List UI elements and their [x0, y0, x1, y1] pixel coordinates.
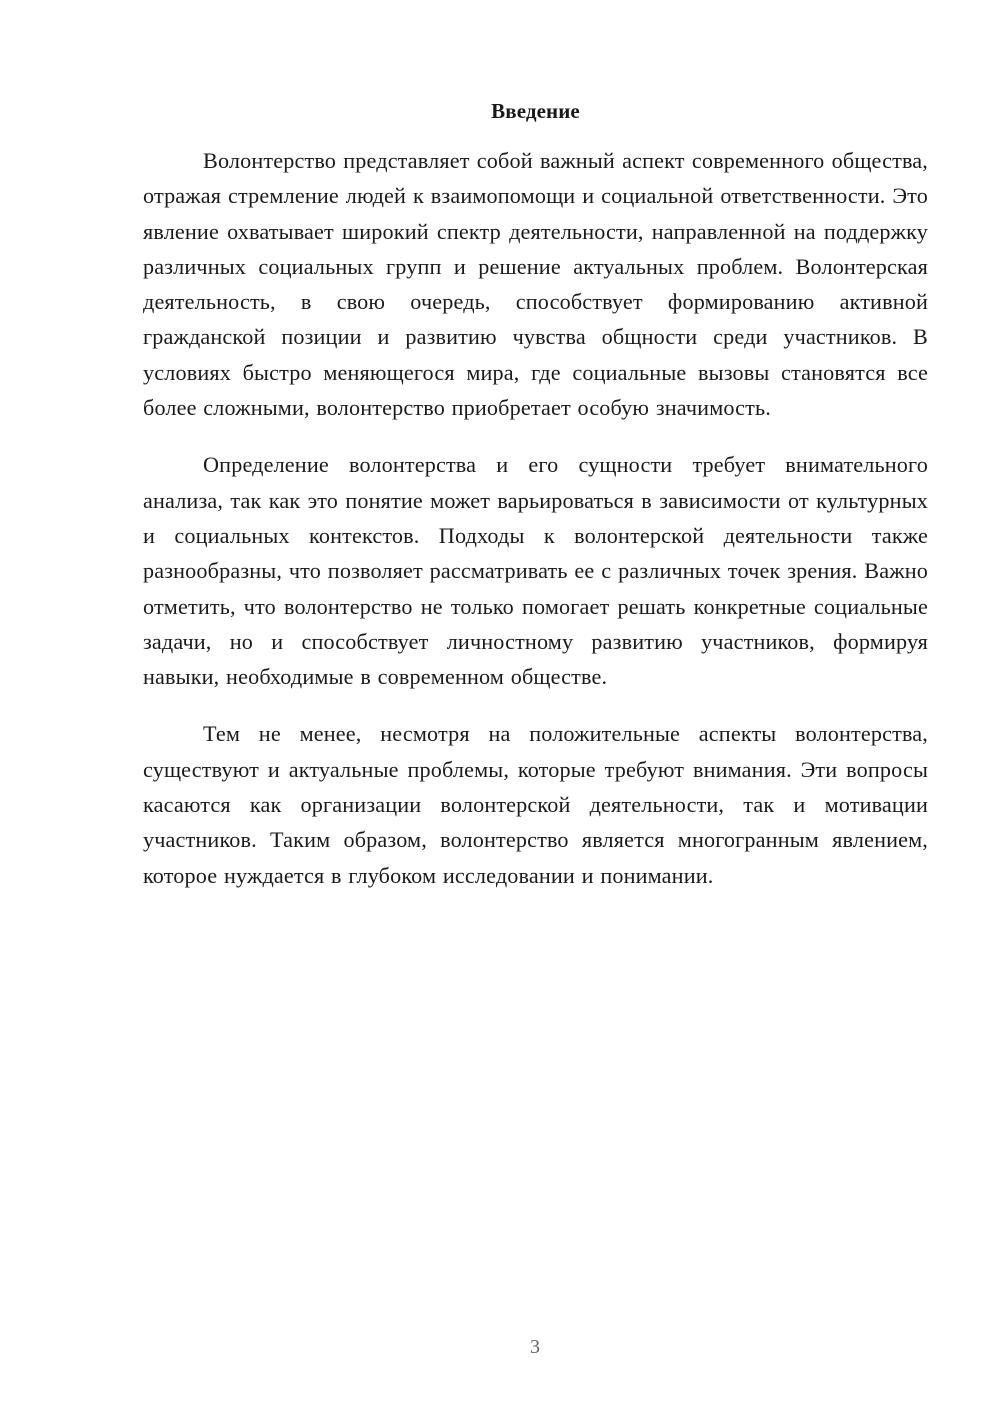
- paragraph-2: Определение волонтерства и его сущности требует внимательного анализа, так как это понятие может варьироваться в зависимости от культурных и социальных контекстов. Подходы к волонтерской деятельности также разнообразны, что позволяет рассматривать ее с различных точек зрения. Важно отметить, что волонтерство не только помогает решать конкретные социальные задачи, но и способствует личностному развитию участников, формируя навыки, необходимые в современном обществе.: [143, 452, 928, 690]
- body-text: [143, 143, 928, 915]
- section-title: Введение: [491, 99, 580, 123]
- paragraph-3: Тем не менее, несмотря на положительные аспекты волонтерства, существуют и актуальные проблемы, которые требуют внимания. Эти вопросы касаются как организации волонтерской деятельности, так и мотивации участников. Таким образом, волонтерство является многогранным явлением, которое нуждается в глубоком исследовании и понимании.: [143, 721, 928, 888]
- paragraph-1: Волонтерство представляет собой важный аспект современного общества, отражая стремление людей к взаимопомощи и социальной ответственности. Это явление охватывает широкий спектр деятельности, направленной на поддержку различных социальных групп и решение актуальных проблем. Волонтерская деятельность, в свою очередь, способствует формированию активной гражданской позиции и развитию чувства общности среди участников. В условиях быстро меняющегося мира, где социальные вызовы становятся все более сложными, волонтерство приобретает особую значимость.: [143, 148, 928, 421]
- page-number: 3: [530, 1336, 540, 1358]
